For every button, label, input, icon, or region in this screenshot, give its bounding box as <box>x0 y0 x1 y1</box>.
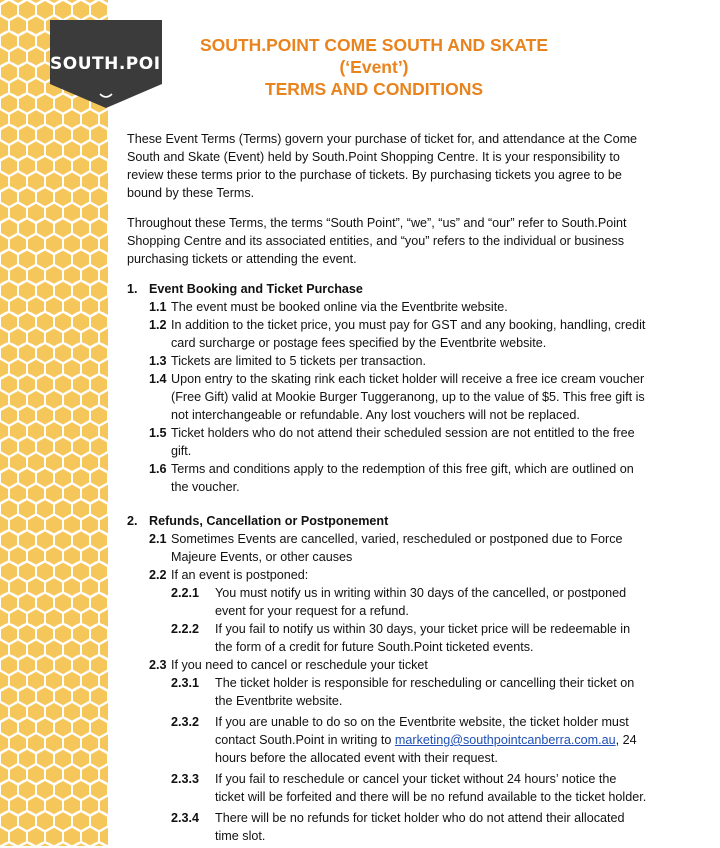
clause-number: 1.5 <box>149 426 167 440</box>
clause <box>127 370 647 424</box>
clause-number: 1.1 <box>149 300 167 314</box>
clause-text: Ticket holders who do not attend their scheduled session are not entitled to the free gift. <box>171 426 635 458</box>
clause-text: Upon entry to the skating rink each ticket holder will receive a free ice cream voucher (Free Gift) valid at Mookie Burger Tuggeranong, up to the value of $5. This free gift is not interchangeable or refundable. Any lost vouchers will not be replaced. <box>171 372 645 422</box>
subclause-text-part: , 24 hours before the allocated event with their request. <box>215 733 637 765</box>
clause-number: 1.3 <box>149 354 167 368</box>
subclause-text: You must notify us in writing within 30 days of the cancelled, or postponed event for your request for a refund. <box>215 586 627 618</box>
clause-text: The event must be booked online via the Eventbrite website. <box>171 300 508 314</box>
clause-number: 1.6 <box>149 462 167 476</box>
section-2-heading <box>127 512 647 530</box>
clause <box>127 566 647 584</box>
subclause-number: 2.3.3 <box>171 772 200 786</box>
title-line-3: TERMS AND CONDITIONS <box>264 79 484 99</box>
section-number: 2. <box>127 514 138 528</box>
subclause-number: 2.2.2 <box>171 622 200 636</box>
clause <box>127 656 647 674</box>
terms-body <box>127 130 647 848</box>
honeycomb-border <box>0 0 108 846</box>
subclause <box>127 620 647 656</box>
title-line-1: SOUTH.POINT COME SOUTH AND SKATE <box>199 35 549 55</box>
subclause <box>127 584 647 620</box>
subclause-text: If you fail to reschedule or cancel your ticket without 24 hours’ notice the ticket will be forfeited and there will be no refund available to the ticket holder. <box>215 772 647 804</box>
subclause-text: The ticket holder is responsible for rescheduling or cancelling their ticket on the Eventbrite website. <box>215 676 635 708</box>
clause <box>127 352 647 370</box>
subclause <box>127 713 647 767</box>
subclause-text: If you fail to notify us within 30 days, your ticket price will be redeemable in the form of a credit for future South.Point ticketed events. <box>215 622 631 654</box>
clause-text: Terms and conditions apply to the redemption of this free gift, which are outlined on the voucher. <box>171 462 634 494</box>
clause <box>127 460 647 496</box>
subclause-text: There will be no refunds for ticket holder who do not attend their allocated time slot. <box>215 811 625 843</box>
intro-paragraph-1: These Event Terms (Terms) govern your purchase of ticket for, and attendance at the Come South and Skate (Event) held by South.Point Shopping Centre. It is your responsibility to review these terms prior to the purchase of tickets. By purchasing tickets you agree to be bound by these Terms. <box>127 132 638 200</box>
subclause-number: 2.3.4 <box>171 811 200 825</box>
subclause <box>127 770 647 806</box>
subclause-text <box>215 713 647 767</box>
subclause-number: 2.2.1 <box>171 586 200 600</box>
clause-text: If an event is postponed: <box>171 568 309 582</box>
title-line-2: (‘Event’) <box>339 57 409 77</box>
section-title: Event Booking and Ticket Purchase <box>149 282 363 296</box>
clause <box>127 316 647 352</box>
section-title: Refunds, Cancellation or Postponement <box>149 514 389 528</box>
section-gap <box>127 496 647 512</box>
clause-text: Tickets are limited to 5 tickets per transaction. <box>171 354 427 368</box>
intro-paragraph-2: Throughout these Terms, the terms “South Point”, “we”, “us” and “our” refer to South.Point Shopping Centre and its associated entities, and “you” refers to the individual or business purchasing tickets or attending the event. <box>127 216 627 266</box>
subclause-number: 2.3.1 <box>171 676 200 690</box>
document-title <box>168 34 580 100</box>
honeycomb-pattern <box>0 0 108 846</box>
clause <box>127 424 647 460</box>
clause-text: In addition to the ticket price, you must pay for GST and any booking, handling, credit card surcharge or postage fees specified by the Eventbrite website. <box>171 318 646 350</box>
clause-number: 2.3 <box>149 658 167 672</box>
clause-number: 2.2 <box>149 568 167 582</box>
subclause-text-part: If you are unable to do so on the Eventbrite website, the ticket holder must contact South.Point in writing to <box>215 715 629 747</box>
clause-text: Sometimes Events are cancelled, varied, rescheduled or postponed due to Force Majeure Events, or other causes <box>171 532 623 564</box>
clause-number: 1.4 <box>149 372 167 386</box>
subclause-number: 2.3.2 <box>171 715 200 729</box>
subclause <box>127 674 647 710</box>
south-point-logo <box>50 20 188 108</box>
clause-number: 2.1 <box>149 532 167 546</box>
clause-text: If you need to cancel or reschedule your ticket <box>171 658 428 672</box>
clause <box>127 530 647 566</box>
subclause <box>127 809 647 845</box>
section-number: 1. <box>127 282 138 296</box>
logo-text: SOUTH.POINT <box>50 54 188 74</box>
section-1-heading <box>127 280 647 298</box>
clause <box>127 298 647 316</box>
clause-number: 1.2 <box>149 318 167 332</box>
marketing-email-link[interactable]: marketing@southpointcanberra.com.au <box>394 733 616 747</box>
